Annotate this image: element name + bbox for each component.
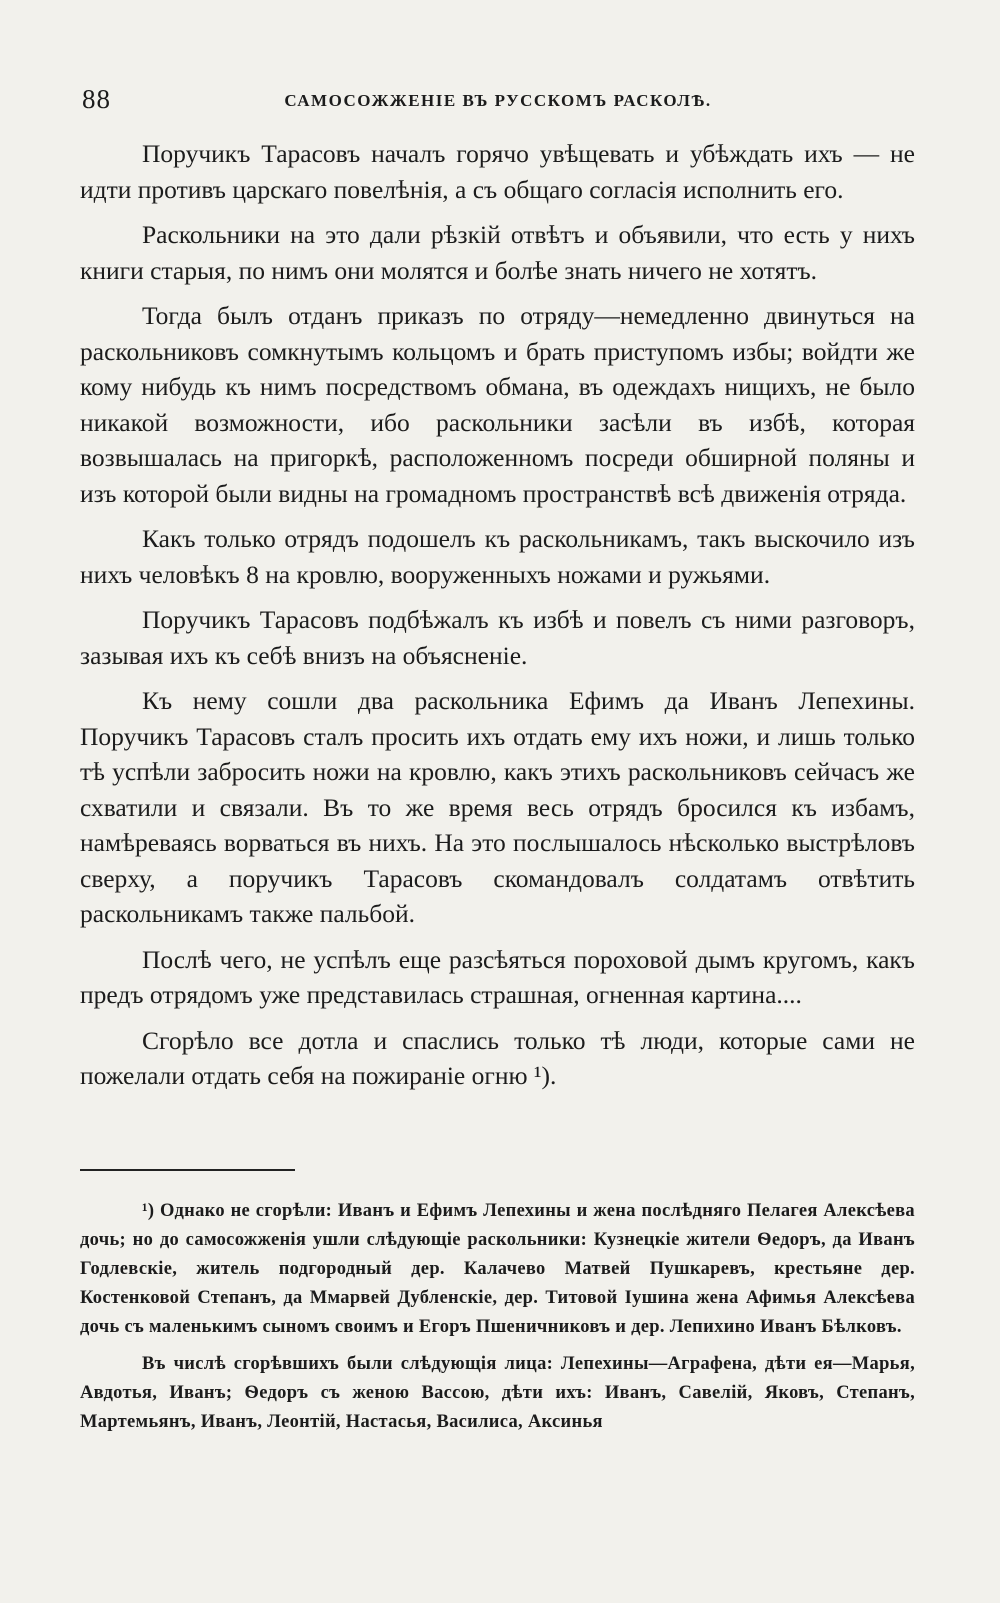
footnote: ¹) Однако не сгорѣли: Иванъ и Ефимъ Лепехины и жена послѣдняго Пелагея Алексѣева дочь; но до самосожженія ушли слѣдующіе раскольники: Кузнецкіе жители Ѳедоръ, да Иванъ Годлевскіе, житель подгородный дер. Калачево Матвей Пушкаревъ, крестьяне дер. Костенковой Степанъ, да Ммарвей Дубленскіе, дер. Титовой Іушина жена Афимья Алексѣева дочь съ маленькимъ сыномъ своимъ и Егоръ Пшеничниковъ и дер. Лепихино Иванъ Бѣлковъ. [80,1201,915,1337]
paragraph: Тогда былъ отданъ приказъ по отряду—немедленно двинуться на раскольниковъ сомкнутымъ кольцомъ и брать приступомъ избы; войдти же кому нибудь къ нимъ посредствомъ обмана, въ одеждахъ нищихъ, не было никакой возможности, ибо раскольники засѣли въ избѣ, которая возвышалась на пригоркѣ, расположенномъ посреди обширной поляны и изъ которой были видны на громадномъ пространствѣ всѣ движенія отряда. [80,301,915,508]
page-number: 88 [82,84,111,114]
footnote: Въ числѣ сгорѣвшихъ были слѣдующія лица: Лепехины—Аграфена, дѣти ея—Марья, Авдотья, Иванъ; Ѳедоръ съ женою Вассою, дѣти ихъ: Иванъ, Савелій, Яковъ, Степанъ, Мартемьянъ, Иванъ, Леонтій, Настасья, Василиса, Аксинья [80,1354,915,1432]
paragraph: Послѣ чего, не успѣлъ еще разсѣяться пороховой дымъ кругомъ, какъ предъ отрядомъ уже представилась страшная, огненная картина.... [80,944,915,1009]
paragraph: Сгорѣло все дотла и спаслись только тѣ люди, которые сами не пожелали отдать себя на пожираніе огню ¹). [80,1025,915,1090]
paragraph: Раскольники на это дали рѣзкій отвѣтъ и объявили, что есть у нихъ книги старыя, по нимъ они молятся и болѣе знать ничего не хотятъ. [80,220,915,285]
paragraph: Поручикъ Тарасовъ подбѣжалъ къ избѣ и повелъ съ ними разговоръ, зазывая ихъ къ себѣ внизъ на объясненіе. [80,605,915,670]
running-title: САМОСОЖЖЕНІЕ ВЪ РУССКОМЪ РАСКОЛѢ. [284,91,712,110]
main-text [80,136,915,1094]
footnote-divider [80,1169,295,1171]
paragraph: Къ нему сошли два раскольника Ефимъ да Иванъ Лепехины. Поручикъ Тарасовъ сталъ просить ихъ отдать ему ихъ ножи, и лишь только тѣ успѣли забросить ножи на кровлю, какъ этихъ раскольниковъ сейчасъ же схватили и связали. Въ то же время весь отрядъ бросился къ избамъ, намѣреваясь ворваться въ нихъ. На это послышалось нѣсколько выстрѣловъ сверху, а поручикъ Тарасовъ скомандовалъ солдатамъ отвѣтить раскольникамъ также пальбой. [80,686,915,928]
paragraph: Поручикъ Тарасовъ началъ горячо увѣщевать и убѣждать ихъ — не идти противъ царскаго повелѣнія, а съ общаго согласія исполнить его. [80,139,915,204]
footnotes [80,1197,915,1445]
paragraph: Какъ только отрядъ подошелъ къ раскольникамъ, такъ выскочило изъ нихъ человѣкъ 8 на кровлю, вооруженныхъ ножами и ружьями. [80,524,915,589]
page-header [82,84,914,124]
